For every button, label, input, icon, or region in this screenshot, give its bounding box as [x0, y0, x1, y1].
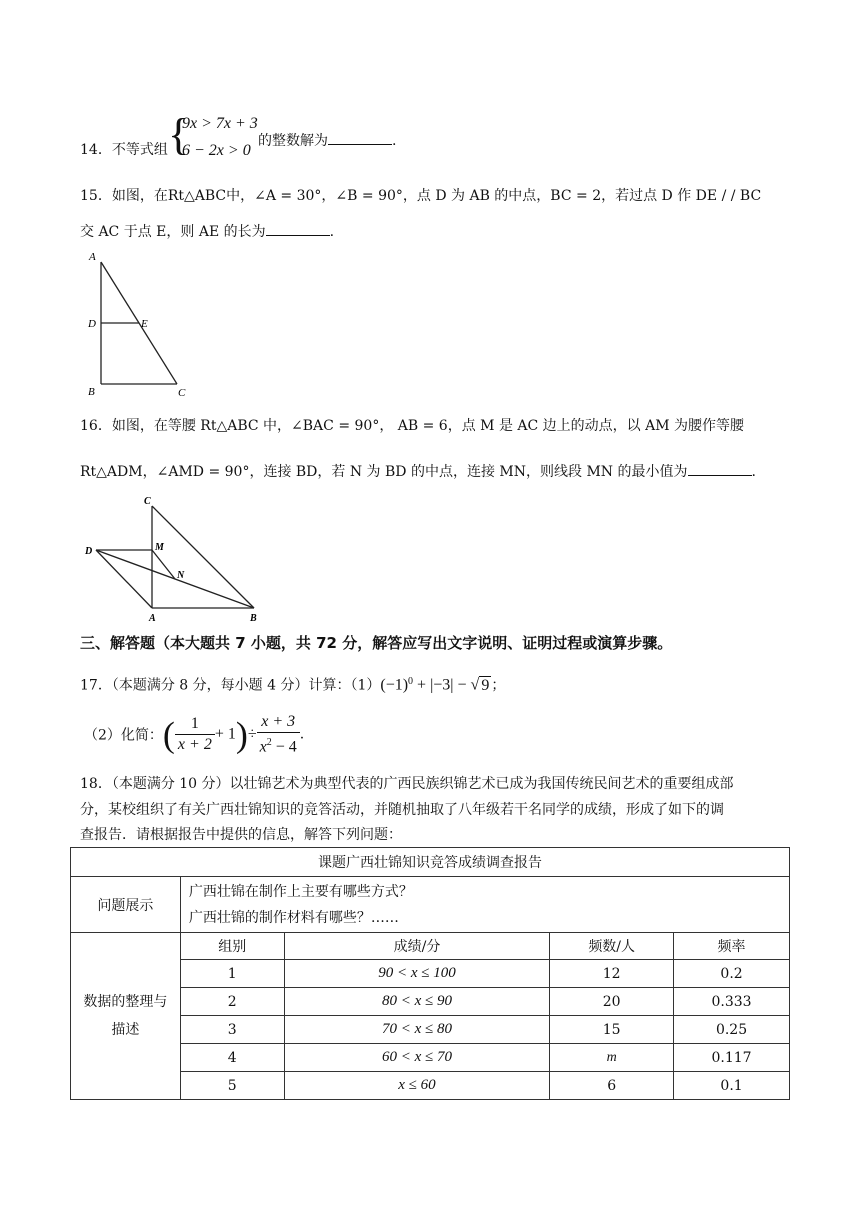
problem-question-1: 广西壮锦在制作上主要有哪些方式？	[188, 883, 413, 900]
q14-inequality-1: 9x > 7x + 3	[182, 115, 258, 132]
q15-label-e: E	[141, 318, 148, 330]
q17-frac1-numerator: 1	[175, 714, 215, 735]
q15-label-c: C	[178, 387, 186, 398]
q14-inequality-2: 6 − 2x > 0	[182, 142, 251, 159]
row-score: 60 < x ≤ 70	[284, 1044, 550, 1072]
row-frequency: 15	[550, 1016, 674, 1044]
report-table	[70, 847, 790, 1100]
row-group: 3	[180, 1016, 284, 1044]
q16-line-1	[80, 416, 744, 436]
q16-answer-blank	[688, 461, 752, 476]
q14-answer-blank	[328, 130, 392, 145]
q15-text-1: 如图，在Rt△ABC中，∠A = 30°，∠B = 90°，点 D 为 AB 的中点，BC = 2，若过点 D 作 DE / / BC	[111, 188, 762, 204]
q18-text-1: （本题满分 10 分）以壮锦艺术为典型代表的广西民族织锦艺术已成为我国传统民间艺术的重要组成部	[111, 776, 734, 792]
q15-label-d: D	[88, 318, 96, 330]
q15-answer-blank	[266, 221, 330, 236]
row-group: 1	[180, 960, 284, 988]
q16-end: .	[751, 464, 756, 480]
q17-expr1-base: (−1)	[380, 676, 409, 694]
q17-line-1	[80, 670, 505, 698]
q15-text-2: 交 AC 于点 E，则 AE 的长为	[80, 224, 266, 240]
q17-part2-label: （2）化简：	[84, 727, 163, 744]
q17-sqrt-sign: √	[470, 676, 480, 694]
q16-label-n: N	[177, 570, 185, 581]
section-3-heading: 三、解答题（本大题共 7 小题，共 72 分，解答应写出文字说明、证明过程或演算步骤。	[80, 634, 673, 652]
row-frequency: m	[550, 1044, 674, 1072]
q18-number: 18．	[80, 776, 112, 792]
q16-label-d: D	[85, 546, 93, 557]
q17-expr1-middle: + |−3| −	[413, 676, 471, 694]
q15-line-2	[80, 221, 334, 242]
row-rate: 0.117	[674, 1044, 790, 1072]
q17-sqrt-value: 9	[481, 676, 490, 694]
row-frequency: 12	[550, 960, 674, 988]
q17-frac2-den-rest: − 4	[271, 738, 297, 756]
q17-fraction-2	[257, 712, 300, 757]
row-rate: 0.2	[674, 960, 790, 988]
q18-line-2: 分，某校组织了有关广西壮锦知识的竞答活动，并随机抽取了八年级若干名同学的成绩，形成了如下的调	[80, 802, 724, 818]
q17-frac1-denominator: x + 2	[177, 736, 212, 754]
q15-label-a: A	[89, 251, 96, 263]
q16-label-c: C	[144, 496, 151, 507]
q17-frac2-numerator: x + 3	[257, 712, 300, 733]
report-title: 课题广西壮锦知识竞答成绩调查报告	[71, 848, 790, 877]
q17-divide: ÷	[247, 725, 257, 743]
row-frequency: 20	[550, 988, 674, 1016]
q18-line-3: 查报告．请根据报告中提供的信息，解答下列问题：	[80, 827, 402, 843]
row-group: 5	[180, 1072, 284, 1100]
q14-suffix-line	[258, 130, 396, 151]
q16-figure	[80, 492, 270, 624]
q18-line-1	[80, 774, 734, 794]
problem-label: 问题展示	[71, 877, 181, 933]
header-score: 成绩/分	[284, 933, 550, 960]
q14-prefix: 不等式组	[111, 142, 168, 158]
row-score: 80 < x ≤ 90	[284, 988, 550, 1016]
row-score: 90 < x ≤ 100	[284, 960, 550, 988]
q16-side-da	[96, 550, 152, 608]
q17-right-paren: )	[235, 714, 248, 755]
q17-left-paren: (	[162, 714, 175, 755]
data-label	[71, 933, 181, 1100]
header-rate: 频率	[674, 933, 790, 960]
q16-label-m: M	[155, 542, 164, 553]
q16-text-2: Rt△ADM，∠AMD = 90°，连接 BD，若 N 为 BD 的中点，连接 MN，则线段 MN 的最小值为	[80, 464, 688, 480]
q15-end: .	[329, 224, 335, 240]
q17-frac2-den-var: x	[259, 738, 267, 756]
data-label-line-2: 描述	[111, 1022, 140, 1038]
row-rate: 0.333	[674, 988, 790, 1016]
header-group: 组别	[180, 933, 284, 960]
q17-expr1-exponent: 0	[408, 676, 414, 687]
q15-figure	[82, 248, 192, 398]
q15-label-b: B	[88, 386, 95, 398]
q14-number: 14．	[80, 142, 112, 158]
row-group: 4	[180, 1044, 284, 1072]
q16-line-2	[80, 461, 756, 482]
row-group: 2	[180, 988, 284, 1016]
q14-line	[80, 128, 168, 172]
q17-number: 17．	[80, 677, 112, 694]
q16-side-cb	[152, 506, 254, 608]
q17-fraction-1	[175, 714, 215, 755]
q15-number: 15．	[80, 188, 112, 204]
data-label-line-1: 数据的整理与	[83, 994, 168, 1010]
problem-question-2: 广西壮锦的制作材料有哪些？……	[188, 909, 399, 926]
row-rate: 0.1	[674, 1072, 790, 1100]
q16-label-a: A	[149, 613, 156, 624]
header-frequency: 频数/人	[550, 933, 674, 960]
q14-brace: {	[168, 110, 190, 159]
q17-plus-one: + 1	[214, 725, 236, 743]
q17-line-2	[84, 712, 304, 757]
q14-suffix: 的整数解为	[258, 133, 328, 149]
q17-intro: （本题满分 8 分，每小题 4 分）计算：（1）	[111, 677, 381, 694]
q17-end: .	[299, 726, 305, 743]
q16-text-1: 如图，在等腰 Rt△ABC 中，∠BAC = 90°， AB = 6，点 M 是 AC 边上的动点，以 AM 为腰作等腰	[111, 418, 745, 434]
row-rate: 0.25	[674, 1016, 790, 1044]
q15-line-1	[80, 186, 761, 206]
problem-questions	[180, 877, 789, 933]
q17-frac2-denominator	[257, 733, 300, 757]
row-score: 70 < x ≤ 80	[284, 1016, 550, 1044]
q17-frac2-den-exp: 2	[266, 737, 272, 748]
q16-number: 16．	[80, 418, 112, 434]
row-frequency: 6	[550, 1072, 674, 1100]
q14-end: .	[392, 133, 397, 149]
q17-expr1-end: ；	[491, 677, 506, 694]
q16-label-b: B	[250, 613, 257, 624]
row-score: x ≤ 60	[284, 1072, 550, 1100]
